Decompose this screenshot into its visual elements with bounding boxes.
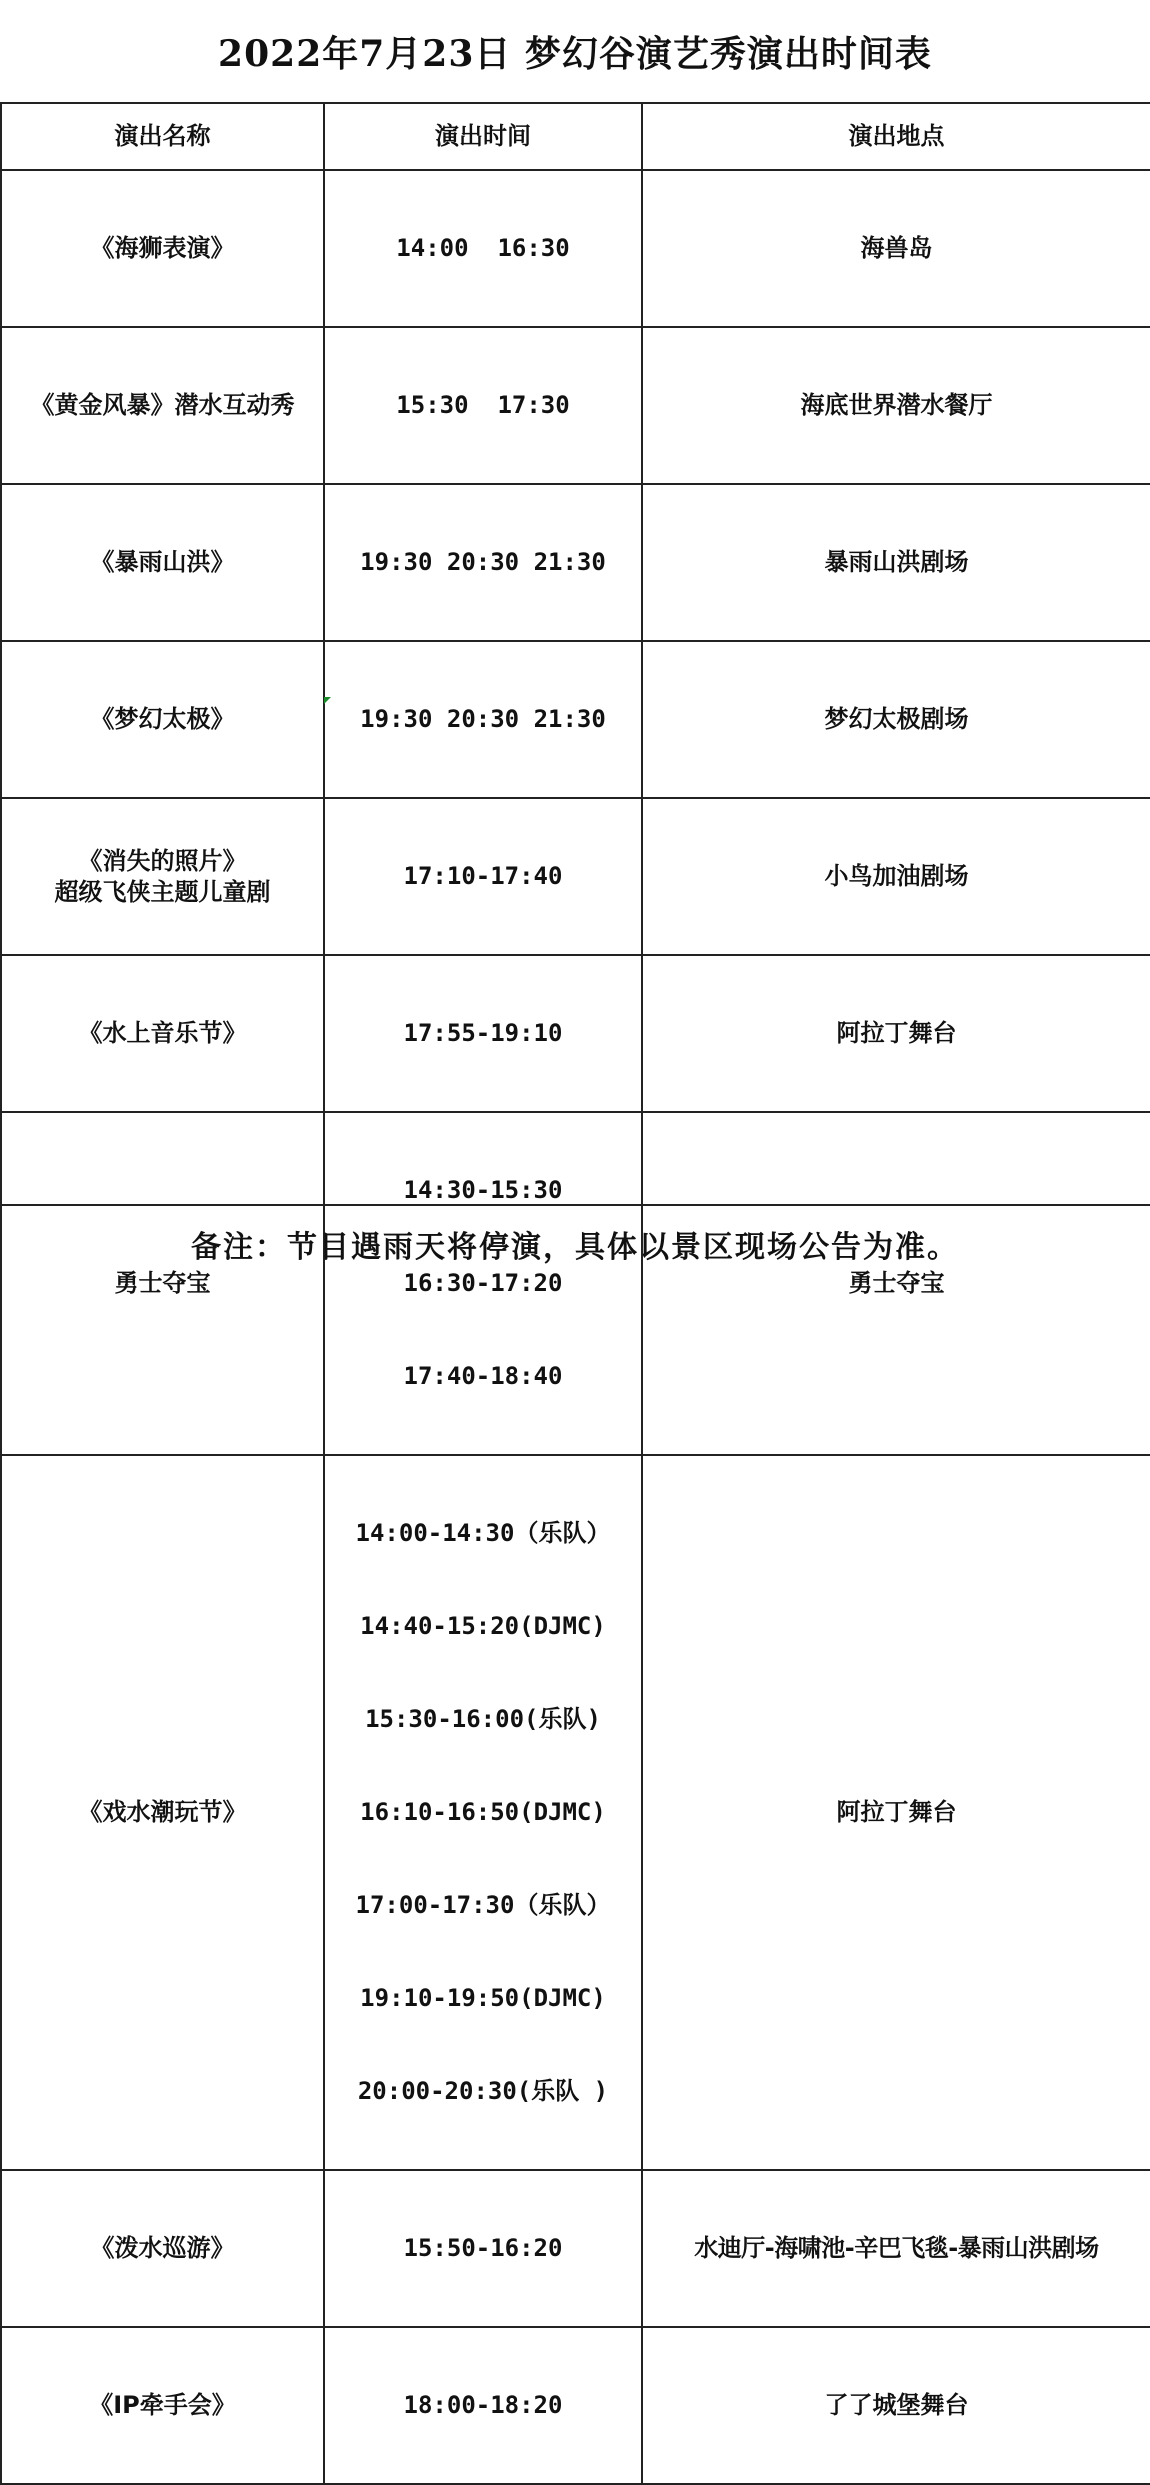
table-row (1, 484, 1150, 641)
show-name (1, 327, 324, 484)
show-name (1, 2170, 324, 2327)
show-name (1, 1112, 324, 1455)
show-name-line: 《黄金风暴》潜水互动秀 (30, 391, 295, 419)
table-row (1, 798, 1150, 955)
show-time (324, 2170, 642, 2327)
show-venue: 暴雨山洪剧场 (642, 484, 1150, 641)
show-venue: 海底世界潜水餐厅 (642, 327, 1150, 484)
table-row (1, 170, 1150, 327)
show-time-line: 20:00-20:30(乐队 ) (357, 2077, 609, 2105)
show-time (324, 2327, 642, 2484)
show-venue: 海兽岛 (642, 170, 1150, 327)
show-name (1, 484, 324, 641)
show-time-line: 15:30-16:00(乐队) (365, 1705, 601, 1733)
show-time-line: 14:00-14:30（乐队） (355, 1519, 611, 1547)
show-time-line: 16:30-17:20 (403, 1269, 563, 1297)
show-name-line: 超级飞侠主题儿童剧 (54, 877, 271, 906)
show-time-line: 19:10-19:50(DJMC) (360, 1984, 606, 2012)
show-time (324, 327, 642, 484)
show-name (1, 641, 324, 798)
table-row (1, 641, 1150, 798)
table-row (1, 2170, 1150, 2327)
show-time-line: 14:00 16:30 (396, 234, 570, 262)
header-name: 演出名称 (1, 103, 324, 170)
show-name (1, 170, 324, 327)
show-name-line: 《IP牵手会》 (89, 2391, 236, 2419)
show-name-line: 勇士夺宝 (114, 1269, 211, 1297)
show-name-line: 《梦幻太极》 (90, 705, 235, 733)
show-venue: 阿拉丁舞台 (642, 1455, 1150, 2170)
show-name-line: 《戏水潮玩节》 (78, 1798, 247, 1826)
show-time (324, 798, 642, 955)
show-time-line: 16:10-16:50(DJMC) (360, 1798, 606, 1826)
show-name-line: 《消失的照片》 (78, 846, 247, 875)
cell-comment-marker (324, 697, 331, 704)
table-row (1, 955, 1150, 1112)
show-time (324, 1455, 642, 2170)
show-venue: 勇士夺宝 (642, 1112, 1150, 1455)
show-venue: 阿拉丁舞台 (642, 955, 1150, 1112)
show-time-line: 14:40-15:20(DJMC) (360, 1612, 606, 1640)
show-time-line: 17:55-19:10 (403, 1019, 563, 1047)
show-name-line: 《海狮表演》 (90, 234, 235, 262)
show-name-line: 《水上音乐节》 (78, 1019, 247, 1047)
show-name (1, 2327, 324, 2484)
table-row (1, 327, 1150, 484)
show-name (1, 798, 324, 955)
show-time-line: 17:40-18:40 (403, 1362, 563, 1390)
show-time-line: 18:00-18:20 (403, 2391, 563, 2419)
show-time-line: 14:30-15:30 (403, 1176, 563, 1204)
show-venue: 小鸟加油剧场 (642, 798, 1150, 955)
schedule-table (0, 102, 1150, 2485)
table-row (1, 2327, 1150, 2484)
show-venue: 梦幻太极剧场 (642, 641, 1150, 798)
show-time (324, 955, 642, 1112)
show-time-line: 15:30 17:30 (396, 391, 570, 419)
show-time (324, 1112, 642, 1455)
show-time-line: 17:10-17:40 (403, 862, 563, 890)
show-venue: 水迪厅-海啸池-辛巴飞毯-暴雨山洪剧场 (642, 2170, 1150, 2327)
header-time: 演出时间 (324, 103, 642, 170)
show-time-line: 19:30 20:30 21:30 (360, 548, 606, 576)
header-row (1, 103, 1150, 170)
page-title: 2022年7月23日 梦幻谷演艺秀演出时间表 (0, 0, 1150, 104)
table-row (1, 1112, 1150, 1455)
show-name (1, 1455, 324, 2170)
table-row (1, 1455, 1150, 2170)
show-name-line: 《泼水巡游》 (90, 2234, 235, 2262)
show-time-line: 17:00-17:30（乐队） (355, 1891, 611, 1919)
show-venue: 了了城堡舞台 (642, 2327, 1150, 2484)
show-time (324, 641, 642, 798)
show-name (1, 955, 324, 1112)
show-time-line: 15:50-16:20 (403, 2234, 563, 2262)
show-time (324, 484, 642, 641)
header-venue: 演出地点 (642, 103, 1150, 170)
show-time (324, 170, 642, 327)
footer-note: 备注：节目遇雨天将停演，具体以景区现场公告为准。 (0, 1204, 1150, 1282)
show-name-line: 《暴雨山洪》 (90, 548, 235, 576)
show-time-line: 19:30 20:30 21:30 (360, 705, 606, 733)
